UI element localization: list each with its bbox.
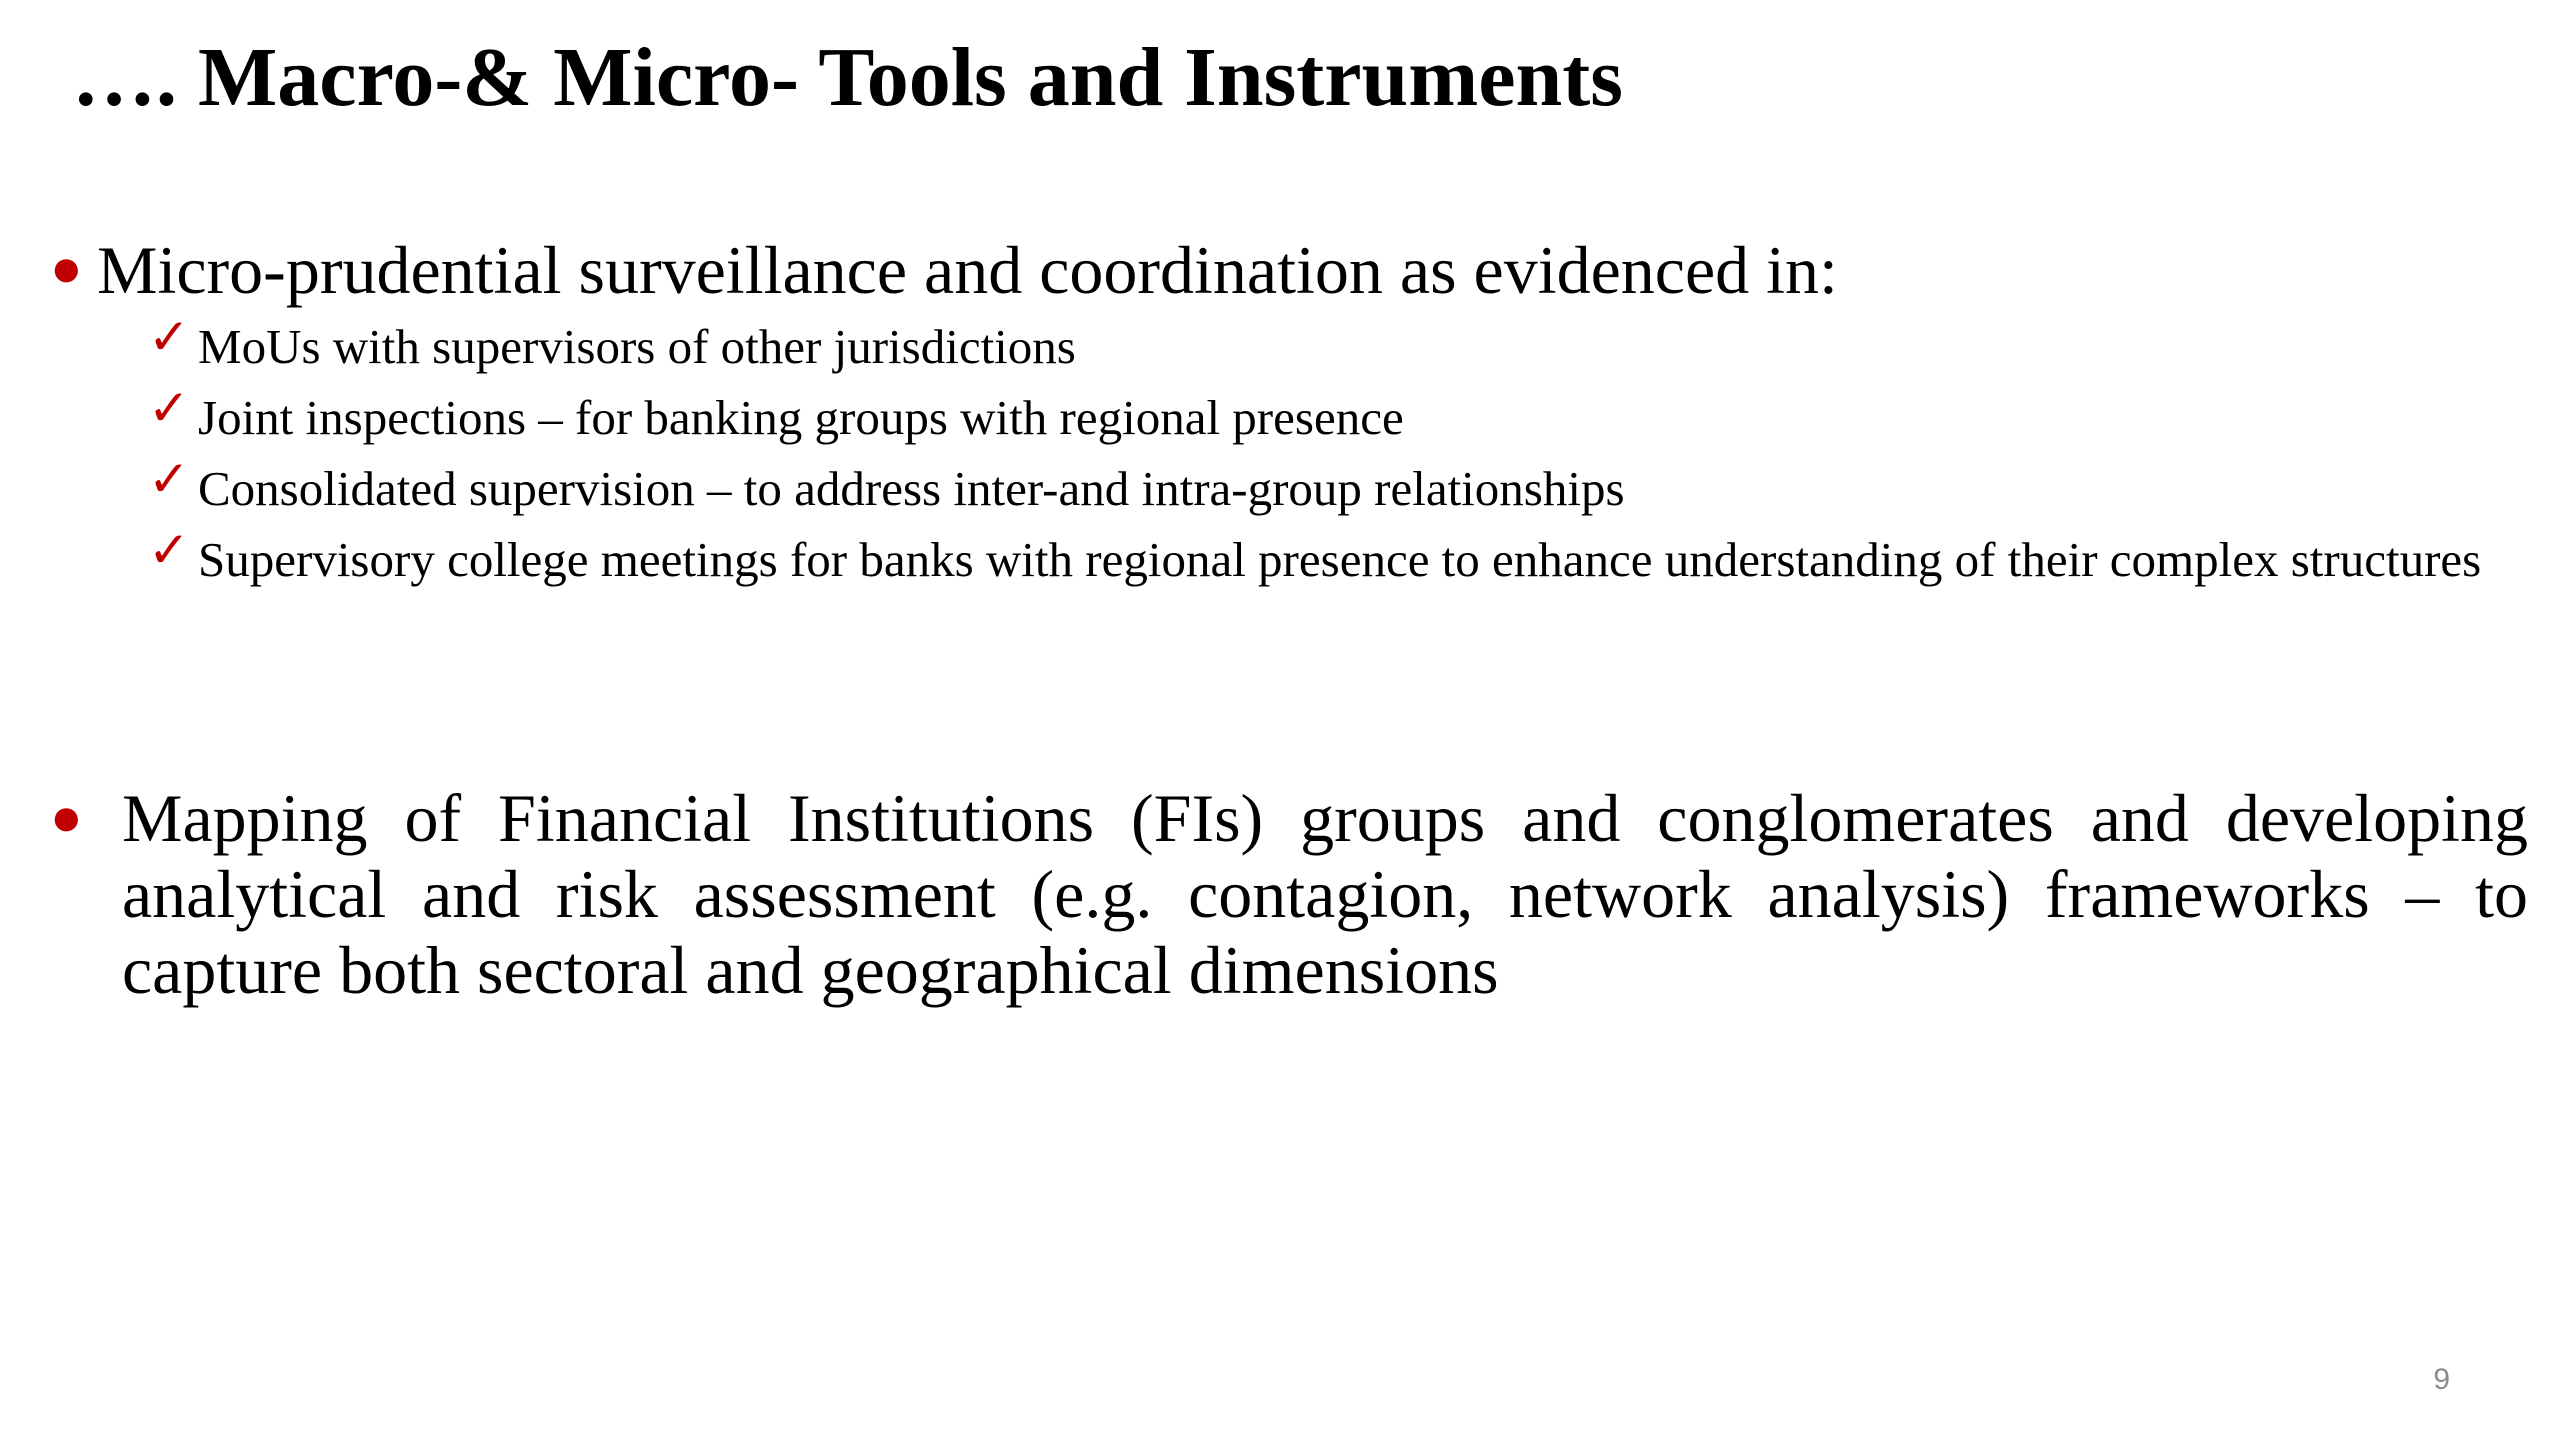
sub-item-joint-inspections [148,379,2528,447]
page-number: 9 [2433,1363,2450,1396]
sub-list [148,308,2528,602]
checkmark-icon: ✓ [148,521,190,579]
sub-item-mous [148,308,2528,376]
checkmark-icon: ✓ [148,308,190,366]
bullet-text: Micro-prudential surveillance and coordination as evidenced in: [97,232,1838,308]
checkmark-icon: ✓ [148,379,190,437]
sub-item-supervisory-college [148,521,2528,589]
sub-item-text: Joint inspections – for banking groups with regional presence [198,390,1404,445]
sub-item-text: Supervisory college meetings for banks with regional presence to enhance understanding of their complex structures [198,532,2482,587]
red-dot-bullet-icon: ● [50,787,83,847]
bullet-text: Mapping of Financial Institutions (FIs) groups and conglomerates and developing analytical and risk assessment (e.g. contagion, network analysis) frameworks – to capture both sectoral and geographical dimensions [122,780,2528,1008]
checkmark-icon: ✓ [148,450,190,508]
sub-item-text: Consolidated supervision – to address inter-and intra-group relationships [198,461,1625,516]
slide-title: …. Macro-& Micro- Tools and Instruments [72,31,1623,124]
sub-item-consolidated-supervision [148,450,2528,518]
red-dot-bullet-icon: ● [50,238,83,298]
sub-item-text: MoUs with supervisors of other jurisdictions [198,319,1076,374]
bullet-item-micro-prudential [50,232,2528,308]
bullet-item-mapping [50,780,2528,1008]
